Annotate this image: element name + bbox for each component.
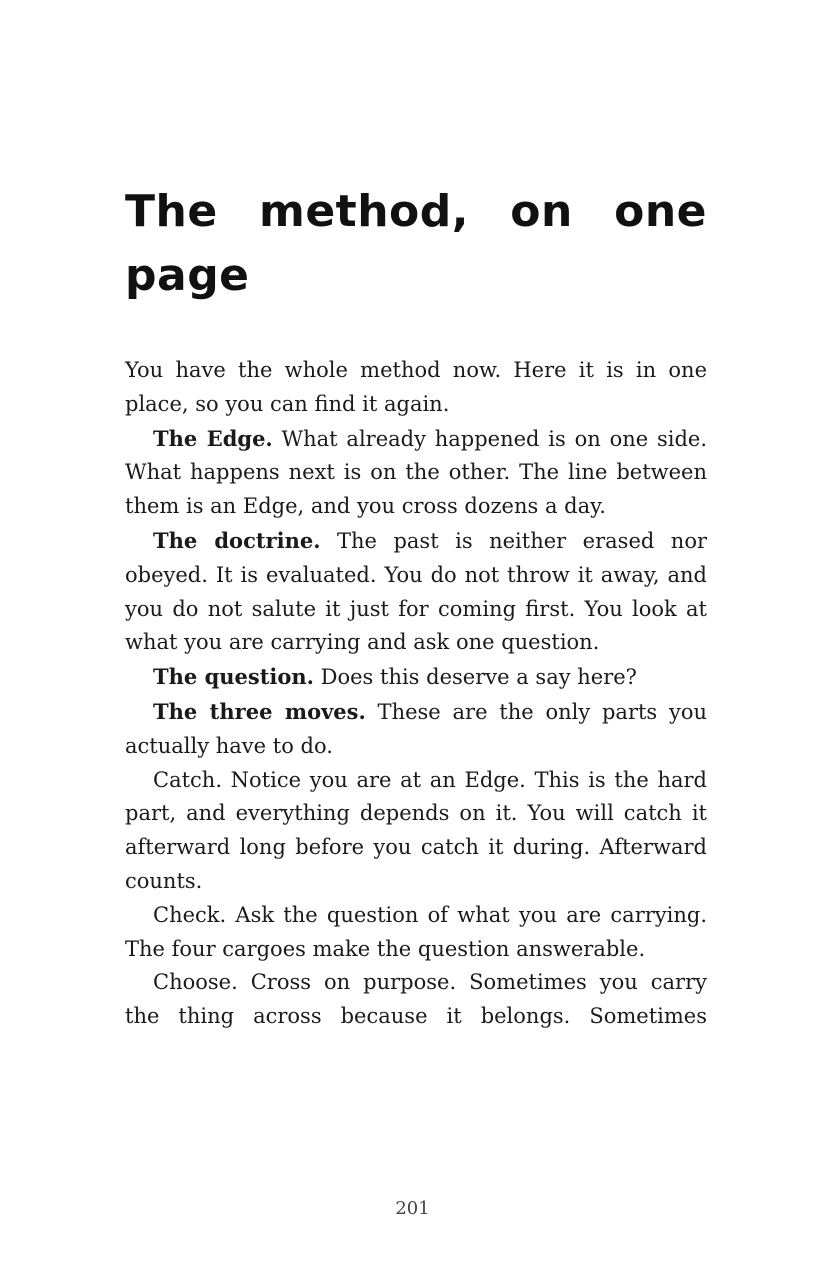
page-number: 201 xyxy=(395,1198,430,1219)
paragraph-lead: The question. xyxy=(153,664,314,690)
paragraph-doctrine: The doctrine. The past is neither erased nor obeyed. It is evaluated. You do not throw it away, and you do not salute it just for coming first. You look at what you are carrying and ask one question. xyxy=(125,527,708,655)
paragraph-catch: Catch. Notice you are at an Edge. This is the hard part, and everything depends on it. You will catch it afterward long before you catch it during. Afterward counts. xyxy=(125,767,707,893)
paragraph-three-moves: The three moves. These are the only parts you actually have to do. xyxy=(125,698,708,758)
paragraph-lead: The doctrine. xyxy=(153,527,321,553)
paragraph-edge: The Edge. What already happened is on one side. What happens next is on the other. The line between them is an Edge, and you cross dozens a day. xyxy=(125,425,707,519)
paragraph-check: Check. Ask the question of what you are carrying. The four cargoes make the question answerable. xyxy=(125,902,707,961)
body-text xyxy=(125,354,707,1034)
paragraph-intro: You have the whole method now. Here it is in one place, so you can find it again. xyxy=(125,358,707,416)
paragraph-lead: The Edge. xyxy=(153,425,273,451)
paragraph-question: The question. Does this deserve a say here? xyxy=(153,664,637,690)
page-content xyxy=(125,180,707,1034)
paragraph-choose: Choose. Cross on purpose. Sometimes you carry the thing across because it belongs. Sometimes xyxy=(125,970,707,1029)
paragraph-lead: The three moves. xyxy=(153,698,366,724)
chapter-title: The method, on one page xyxy=(125,186,707,301)
